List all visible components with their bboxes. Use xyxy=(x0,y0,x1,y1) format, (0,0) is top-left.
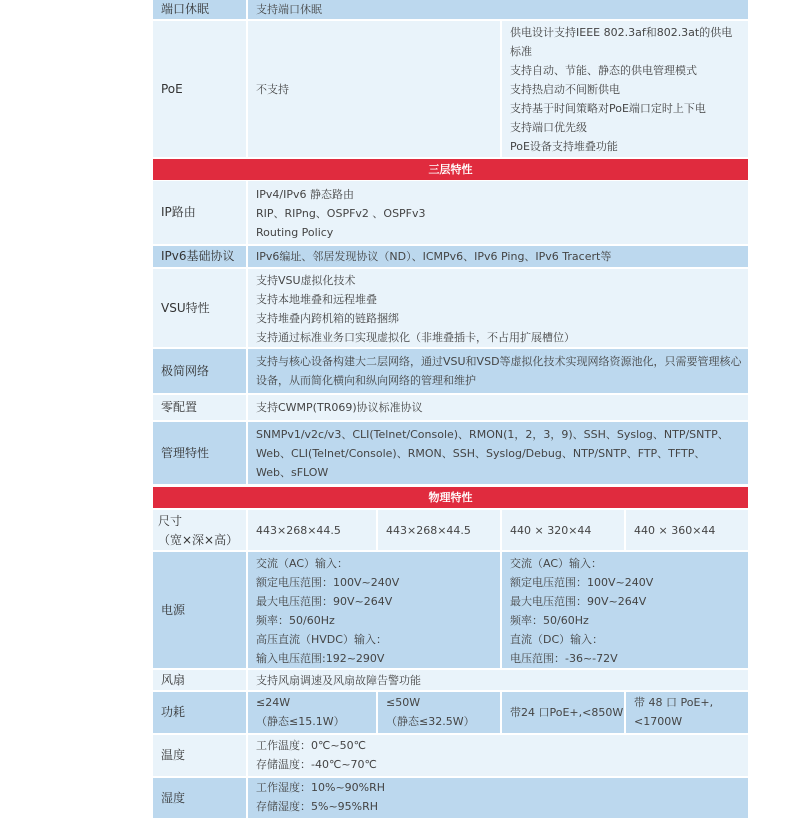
poe-line: 供电设计支持IEEE 802.3af和802.3at的供电 xyxy=(510,26,733,39)
poe-line: 标准 xyxy=(510,45,532,58)
row-label xyxy=(153,510,246,550)
row-value xyxy=(248,181,748,244)
text-line: （静态≤32.5W） xyxy=(386,715,475,728)
text-line: Web、sFLOW xyxy=(256,466,329,479)
text-line: 支持堆叠内跨机箱的链路捆绑 xyxy=(256,312,399,325)
text-line: 交流（AC）输入： xyxy=(510,557,603,570)
text-line: 高压直流（HVDC）输入： xyxy=(256,633,387,646)
row-port-sleep xyxy=(153,0,748,19)
text-line: 电压范围：-36~-72V xyxy=(510,652,618,665)
text-line: Web、CLI(Telnet/Console)、RMON、SSH、Syslog/Debug、NTP/SNTP、FTP、TFTP、 xyxy=(256,447,706,460)
text-line: 频率：50/60Hz xyxy=(256,614,335,627)
row-label: 零配置 xyxy=(153,395,246,420)
text-line: 输入电压范围:192~290V xyxy=(256,652,385,665)
row-label: 风扇 xyxy=(153,670,246,690)
row-humidity xyxy=(153,778,748,818)
poe-line: 支持自动、节能、静态的供电管理模式 xyxy=(510,64,697,77)
row-label: IP路由 xyxy=(153,181,246,244)
dimension-value: 443×268×44.5 xyxy=(378,510,500,550)
dimension-value: 440 × 360×44 xyxy=(626,510,748,550)
text-line: 带 48 口 PoE+, xyxy=(634,696,714,709)
row-value: 支持风扇调速及风扇故障告警功能 xyxy=(248,670,748,690)
text-line: 交流（AC）输入： xyxy=(256,557,349,570)
text-line: RIP、RIPng、OSPFv2 、OSPFv3 xyxy=(256,207,426,220)
poe-line: 支持热启动不间断供电 xyxy=(510,83,620,96)
row-value: 支持端口休眠 xyxy=(248,0,748,19)
row-poe xyxy=(153,21,748,157)
text-line: 支持与核心设备构建大二层网络，通过VSU和VSD等虚拟化技术实现网络资源池化，只需要管理核心 xyxy=(256,355,742,368)
text-line: ≤50W xyxy=(386,696,421,709)
row-label: 端口休眠 xyxy=(153,0,246,19)
poe-line: PoE设备支持堆叠功能 xyxy=(510,140,618,153)
text-line: 支持通过标准业务口实现虚拟化（非堆叠插卡，不占用扩展槽位） xyxy=(256,331,575,344)
text-line: 存储湿度：5%~95%RH xyxy=(256,800,379,813)
row-ip-routing xyxy=(153,181,748,244)
consumption-value xyxy=(248,692,376,733)
poe-line: 支持基于时间策略对PoE端口定时上下电 xyxy=(510,102,706,115)
text-line: 最大电压范围：90V~264V xyxy=(510,595,647,608)
row-value xyxy=(248,778,748,818)
text-line: 工作湿度：10%~90%RH xyxy=(256,781,386,794)
text-line: （静态≤15.1W） xyxy=(256,715,345,728)
consumption-value: 带24 口PoE+,<850W xyxy=(502,692,624,733)
row-label: VSU特性 xyxy=(153,269,246,347)
power-col2 xyxy=(502,552,748,668)
poe-col2 xyxy=(502,21,748,157)
row-ipv6 xyxy=(153,246,748,267)
row-label: 管理特性 xyxy=(153,422,246,484)
text-line: 存储温度：-40℃~70℃ xyxy=(256,758,377,771)
row-value xyxy=(248,735,748,776)
consumption-value xyxy=(378,692,500,733)
text-line: 支持本地堆叠和远程堆叠 xyxy=(256,293,377,306)
poe-line: 支持端口优先级 xyxy=(510,121,587,134)
poe-col1: 不支持 xyxy=(248,21,500,157)
row-label: 极简网络 xyxy=(153,349,246,393)
row-label: 湿度 xyxy=(153,778,246,818)
row-dimensions xyxy=(153,510,748,550)
row-power-consumption xyxy=(153,692,748,733)
text-line: 支持VSU虚拟化技术 xyxy=(256,274,356,287)
text-line: 设备，从而简化横向和纵向网络的管理和维护 xyxy=(256,374,476,387)
text-line: 频率：50/60Hz xyxy=(510,614,589,627)
row-value: IPv6编址、邻居发现协议（ND）、ICMPv6、IPv6 Ping、IPv6 Tracert等 xyxy=(248,246,748,267)
row-value xyxy=(248,349,748,393)
section-header-physical: 物理特性 xyxy=(153,487,748,508)
spec-table xyxy=(153,0,748,818)
row-simple-network xyxy=(153,349,748,393)
row-zero-config xyxy=(153,395,748,420)
text-line: IPv4/IPv6 静态路由 xyxy=(256,188,354,201)
row-temperature xyxy=(153,735,748,776)
row-label: 功耗 xyxy=(153,692,246,733)
consumption-value xyxy=(626,692,748,733)
row-label: PoE xyxy=(153,21,246,157)
text-line: 直流（DC）输入： xyxy=(510,633,604,646)
dimension-value: 440 × 320×44 xyxy=(502,510,624,550)
row-value xyxy=(248,269,748,347)
row-power xyxy=(153,552,748,668)
text-line: 最大电压范围：90V~264V xyxy=(256,595,393,608)
text-line: 额定电压范围：100V~240V xyxy=(256,576,400,589)
row-fan xyxy=(153,670,748,690)
row-vsu xyxy=(153,269,748,347)
row-management xyxy=(153,422,748,484)
text-line: 工作温度：0℃~50℃ xyxy=(256,739,366,752)
row-label: 电源 xyxy=(153,552,246,668)
row-value: 支持CWMP(TR069)协议标准协议 xyxy=(248,395,748,420)
text-line: Routing Policy xyxy=(256,226,334,239)
row-label: IPv6基础协议 xyxy=(153,246,246,267)
text-line: 额定电压范围：100V~240V xyxy=(510,576,654,589)
power-col1 xyxy=(248,552,500,668)
section-header-layer3: 三层特性 xyxy=(153,159,748,180)
label-line: 尺寸 xyxy=(158,514,183,528)
text-line: SNMPv1/v2c/v3、CLI(Telnet/Console)、RMON(1，2，3，9)、SSH、Syslog、NTP/SNTP、 xyxy=(256,428,729,441)
dimension-value: 443×268×44.5 xyxy=(248,510,376,550)
label-line: （宽×深×高） xyxy=(158,533,239,547)
text-line: ≤24W xyxy=(256,696,291,709)
row-label: 温度 xyxy=(153,735,246,776)
row-value xyxy=(248,422,748,484)
text-line: <1700W xyxy=(634,715,683,728)
